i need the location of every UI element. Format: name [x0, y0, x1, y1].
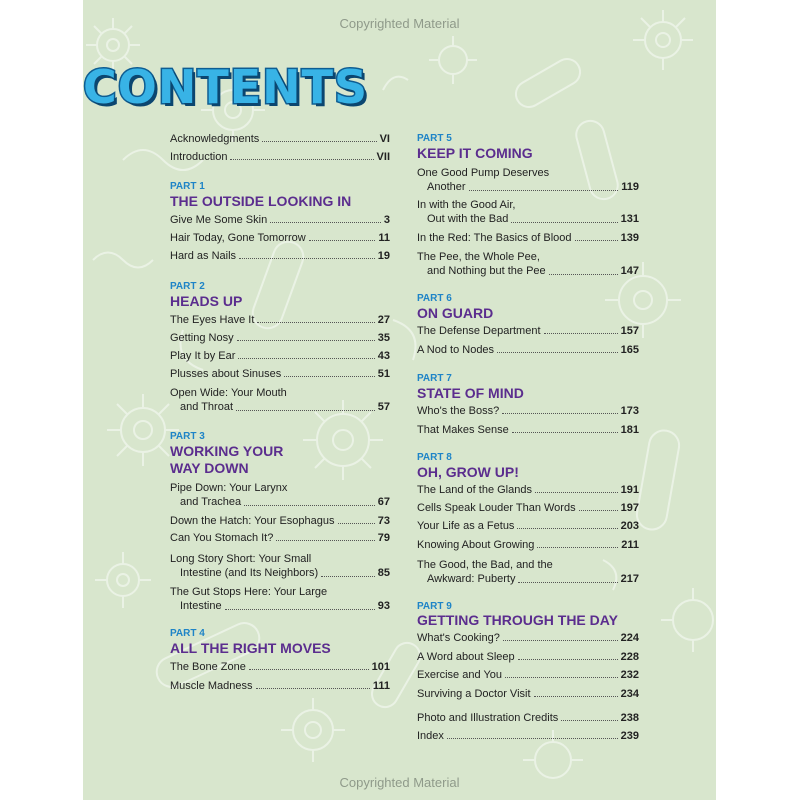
toc-entry[interactable]: In the Red: The Basics of Blood 139	[417, 232, 639, 244]
toc-entry[interactable]: Knowing About Growing 211	[417, 539, 639, 551]
toc-entry[interactable]: Introduction VII	[170, 151, 390, 163]
part-heading: OH, GROW UP!	[417, 464, 519, 480]
toc-entry[interactable]: Exercise and You 232	[417, 669, 639, 681]
toc-entry[interactable]: The Defense Department 157	[417, 325, 639, 337]
toc-entry[interactable]: Play It by Ear 43	[170, 350, 390, 362]
toc-entry[interactable]: One Good Pump Deserves Another 119	[417, 167, 639, 193]
toc-entry[interactable]: Can You Stomach It? 79	[170, 532, 390, 544]
toc-entry[interactable]: Long Story Short: Your Small Intestine (and Its Neighbors) 85	[170, 553, 390, 579]
toc-entry[interactable]: Hair Today, Gone Tomorrow 11	[170, 232, 390, 244]
toc-entry[interactable]: Pipe Down: Your Larynx and Trachea 67	[170, 482, 390, 508]
toc-entry[interactable]: Getting Nosy 35	[170, 332, 390, 344]
toc-entry[interactable]: Plusses about Sinuses 51	[170, 368, 390, 380]
part-heading: GETTING THROUGH THE DAY	[417, 612, 618, 628]
toc-entry[interactable]: What's Cooking? 224	[417, 632, 639, 644]
part-heading: KEEP IT COMING	[417, 145, 533, 161]
part-label: PART 9	[417, 601, 452, 612]
toc-entry[interactable]: The Gut Stops Here: Your Large Intestine 93	[170, 586, 390, 612]
part-heading-line1: WORKING YOUR	[170, 443, 284, 459]
toc-entry[interactable]: The Eyes Have It 27	[170, 314, 390, 326]
toc-entry[interactable]: Acknowledgments VI	[170, 133, 390, 145]
part-label: PART 1	[170, 181, 205, 192]
watermark-bottom: Copyrighted Material	[339, 775, 460, 790]
toc-entry[interactable]: Who's the Boss? 173	[417, 405, 639, 417]
toc-entry[interactable]: A Nod to Nodes 165	[417, 344, 639, 356]
part-heading: ALL THE RIGHT MOVES	[170, 640, 331, 656]
part-label: PART 8	[417, 452, 452, 463]
part-heading-line2: WAY DOWN	[170, 460, 249, 476]
part-label: PART 7	[417, 373, 452, 384]
part-label: PART 6	[417, 293, 452, 304]
toc-entry[interactable]: Muscle Madness 111	[170, 680, 390, 692]
part-heading: THE OUTSIDE LOOKING IN	[170, 193, 352, 209]
toc-entry[interactable]: Down the Hatch: Your Esophagus 73	[170, 515, 390, 527]
toc-entry[interactable]: Open Wide: Your Mouth and Throat 57	[170, 387, 390, 413]
toc-entry[interactable]: Hard as Nails 19	[170, 250, 390, 262]
toc-entry[interactable]: Give Me Some Skin 3	[170, 214, 390, 226]
part-label: PART 5	[417, 133, 452, 144]
toc-entry[interactable]: Surviving a Doctor Visit 234	[417, 688, 639, 700]
part-label: PART 3	[170, 431, 205, 442]
toc-entry[interactable]: The Good, the Bad, and the Awkward: Puberty 217	[417, 559, 639, 585]
part-heading: STATE OF MIND	[417, 385, 524, 401]
part-heading: ON GUARD	[417, 305, 494, 321]
toc-entry[interactable]: Index 239	[417, 730, 639, 742]
toc-entry[interactable]: A Word about Sleep 228	[417, 651, 639, 663]
toc-entry[interactable]: The Land of the Glands 191	[417, 484, 639, 496]
toc-entry[interactable]: Cells Speak Louder Than Words 197	[417, 502, 639, 514]
part-label: PART 4	[170, 628, 205, 639]
toc-entry[interactable]: That Makes Sense 181	[417, 424, 639, 436]
contents-title: CONTENTS	[83, 60, 369, 114]
toc-entry[interactable]: Photo and Illustration Credits 238	[417, 712, 639, 724]
part-label: PART 2	[170, 281, 205, 292]
part-heading: HEADS UP	[170, 293, 243, 309]
toc-entry[interactable]: The Pee, the Whole Pee, and Nothing but the Pee 147	[417, 251, 639, 277]
watermark-top: Copyrighted Material	[339, 16, 460, 31]
toc-entry[interactable]: Your Life as a Fetus 203	[417, 520, 639, 532]
toc-entry[interactable]: The Bone Zone 101	[170, 661, 390, 673]
toc-entry[interactable]: In with the Good Air, Out with the Bad 131	[417, 199, 639, 225]
